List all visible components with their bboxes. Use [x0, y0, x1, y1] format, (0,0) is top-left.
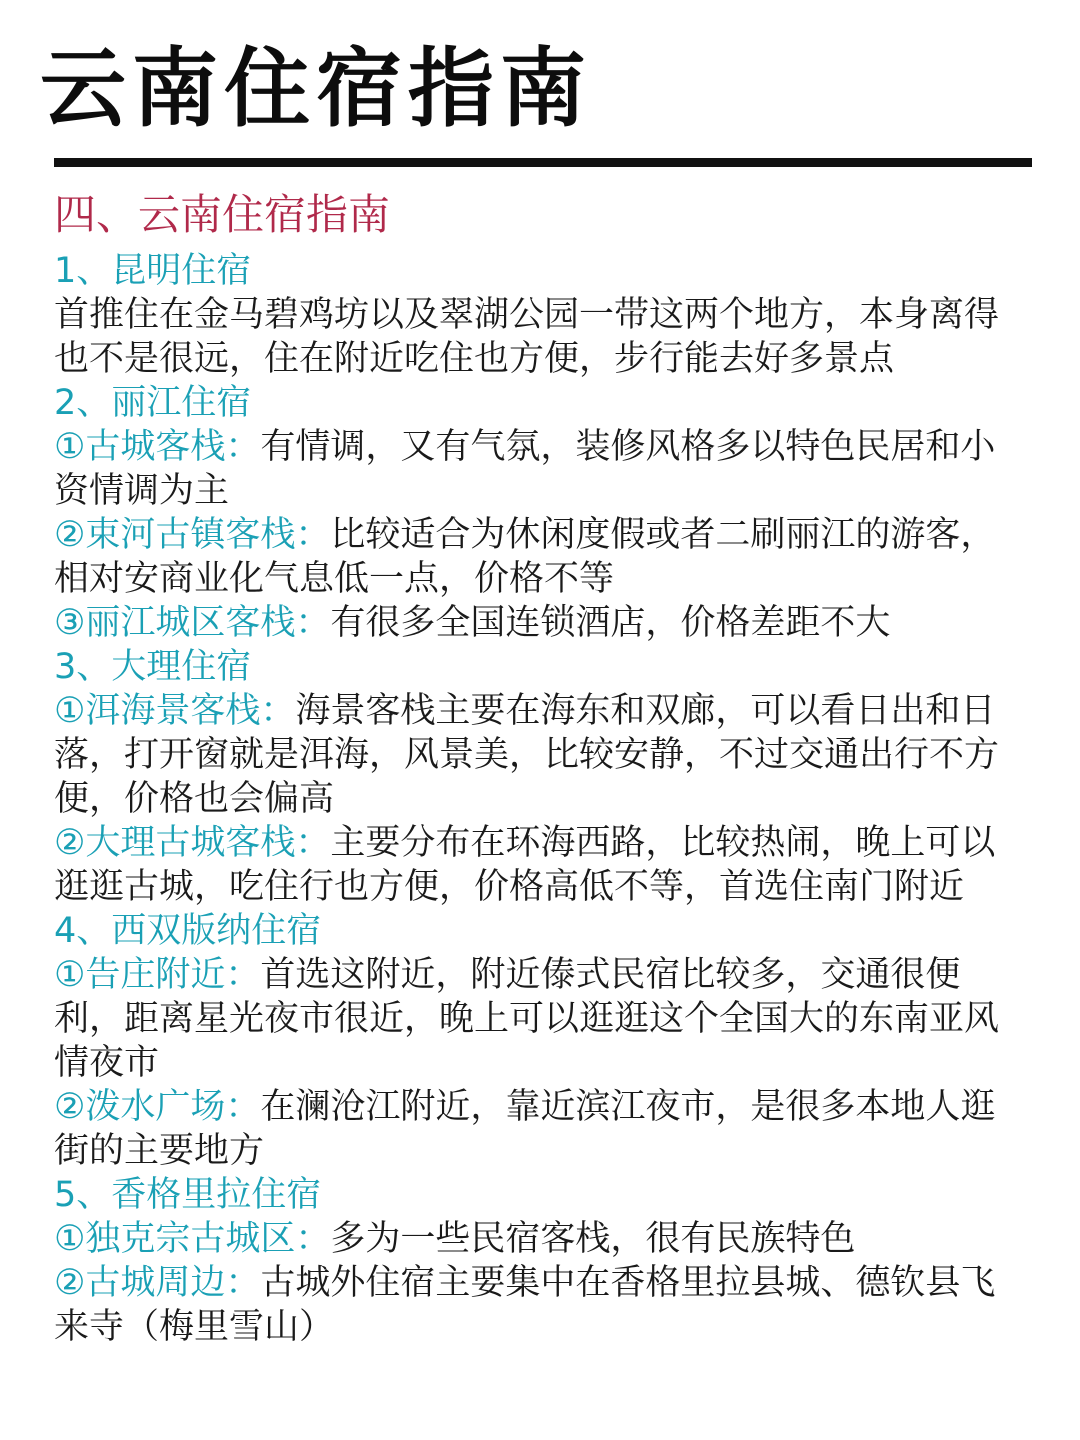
item-label: ②大理古城客栈： [54, 823, 331, 863]
lijiang-heading: 2、丽江住宿 [54, 383, 252, 423]
item-text: 在澜沧江附近，靠近滨江夜市，是很多本地人逛街的主要地方 [54, 1087, 996, 1171]
item-label: ③丽江城区客栈： [54, 603, 331, 643]
dali-item [54, 689, 1026, 821]
item-label: ①独克宗古城区： [54, 1219, 331, 1259]
item-label: ②古城周边： [54, 1263, 261, 1303]
shangrila-item [54, 1217, 1026, 1261]
lijiang-item [54, 513, 1026, 601]
item-label: ②泼水广场： [54, 1087, 261, 1127]
item-label: ①告庄附近： [54, 955, 261, 995]
title-divider [54, 158, 1032, 167]
dali-heading: 3、大理住宿 [54, 647, 252, 687]
item-text: 多为一些民宿客栈，很有民族特色 [330, 1219, 856, 1259]
item-label: ①古城客栈： [54, 427, 261, 467]
kunming-text: 首推住在金马碧鸡坊以及翠湖公园一带这两个地方，本身离得也不是很远，住在附近吃住也方便，步行能去好多景点 [54, 295, 1000, 379]
xishuangbanna-heading: 4、西双版纳住宿 [54, 911, 322, 951]
dali-item [54, 821, 1026, 909]
shangrila-heading: 5、香格里拉住宿 [54, 1175, 322, 1215]
item-label: ②束河古镇客栈： [54, 515, 331, 555]
page-title: 云南住宿指南 [40, 39, 592, 139]
lijiang-item [54, 425, 1026, 513]
item-text: 古城外住宿主要集中在香格里拉县城、德钦县飞来寺（梅里雪山） [54, 1263, 996, 1347]
item-text: 首选这附近，附近傣式民宿比较多，交通很便利，距离星光夜市很近，晚上可以逛逛这个全国大的东南亚风情夜市 [54, 955, 1000, 1083]
item-text: 海景客栈主要在海东和双廊，可以看日出和日落，打开窗就是洱海，风景美，比较安静，不过交通出行不方便，价格也会偏高 [54, 691, 1000, 819]
xishuangbanna-item [54, 1085, 1026, 1173]
item-text: 有很多全国连锁酒店，价格差距不大 [330, 603, 891, 643]
item-text: 比较适合为休闲度假或者二刷丽江的游客，相对安商业化气息低一点，价格不等 [54, 515, 996, 599]
item-label: ①洱海景客栈： [54, 691, 296, 731]
item-text: 主要分布在环海西路，比较热闹，晚上可以逛逛古城，吃住行也方便，价格高低不等，首选住南门附近 [54, 823, 996, 907]
kunming-heading: 1、昆明住宿 [54, 251, 252, 291]
content [54, 249, 1026, 1349]
item-text: 有情调，又有气氛，装修风格多以特色民居和小资情调为主 [54, 427, 996, 511]
section-heading: 四、云南住宿指南 [54, 190, 391, 239]
shangrila-item [54, 1261, 1026, 1349]
lijiang-item [54, 601, 1026, 645]
xishuangbanna-item [54, 953, 1026, 1085]
